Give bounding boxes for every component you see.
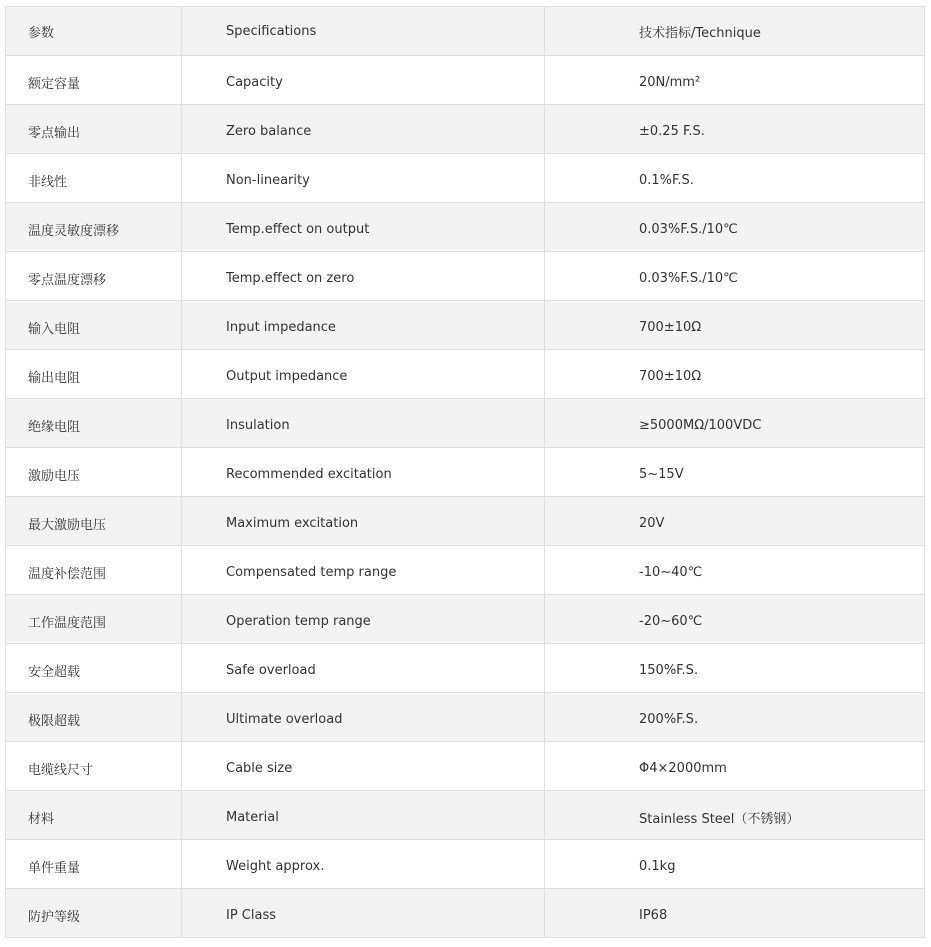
value-cell-text: 0.03%F.S./10℃ [639,270,738,286]
value-cell-text: 700±10Ω [639,319,702,335]
value-cell [545,644,925,693]
table-row [6,56,925,105]
param-cell-text: 最大激励电压 [28,517,107,533]
value-cell [545,889,925,938]
value-cell-text: Stainless Steel（不锈钢） [639,811,800,827]
spec-cell [182,497,545,546]
value-cell [545,154,925,203]
spec-cell [182,350,545,399]
param-cell [6,840,182,889]
value-cell [545,252,925,301]
table-row [6,203,925,252]
table-row [6,644,925,693]
param-cell [6,350,182,399]
param-cell-text: 零点输出 [28,125,81,141]
spec-cell [182,693,545,742]
value-cell [545,595,925,644]
spec-cell-text: IP Class [226,907,277,923]
param-cell-text: 单件重量 [28,860,81,876]
param-cell-text: 安全超载 [28,664,81,680]
value-cell-text: 20V [639,515,665,531]
value-cell-text: 0.1%F.S. [639,172,694,188]
param-cell-text: 电缆线尺寸 [28,762,94,778]
value-cell [545,448,925,497]
spec-cell [182,399,545,448]
value-cell [545,399,925,448]
table-row [6,105,925,154]
spec-cell-text: Ultimate overload [226,711,343,727]
header-param-label: 参数 [28,25,55,41]
header-cell-param [6,7,182,56]
value-cell [545,105,925,154]
value-cell [545,840,925,889]
spec-cell-text: Safe overload [226,662,316,678]
param-cell [6,595,182,644]
spec-cell [182,448,545,497]
value-cell-text: ±0.25 F.S. [639,123,705,139]
spec-cell-text: Maximum excitation [226,515,359,531]
param-cell-text: 零点温度漂移 [28,272,107,288]
param-cell [6,56,182,105]
value-cell [545,546,925,595]
table-row [6,301,925,350]
table-row [6,252,925,301]
value-cell-text: 0.03%F.S./10℃ [639,221,738,237]
header-technique-label: 技术指标/Technique [639,25,761,41]
spec-cell-text: Insulation [226,417,290,433]
table-row [6,693,925,742]
table-row [6,791,925,840]
spec-cell-text: Operation temp range [226,613,371,629]
value-cell [545,497,925,546]
header-cell-spec [182,7,545,56]
param-cell-text: 激励电压 [28,468,81,484]
spec-cell [182,56,545,105]
spec-cell [182,546,545,595]
value-cell-text: 5~15V [639,466,684,482]
spec-cell-text: Temp.effect on output [226,221,370,237]
param-cell-text: 非线性 [28,174,68,190]
param-cell [6,693,182,742]
spec-cell [182,252,545,301]
table-row [6,350,925,399]
header-cell-technique [545,7,925,56]
spec-cell-text: Non-linearity [226,172,310,188]
param-cell [6,252,182,301]
spec-cell-text: Weight approx. [226,858,325,874]
spec-cell [182,154,545,203]
spec-cell [182,644,545,693]
table-row [6,840,925,889]
value-cell [545,693,925,742]
param-cell-text: 材料 [28,811,55,827]
table-row [6,546,925,595]
value-cell-text: -10~40℃ [639,564,703,580]
spec-table-body [6,7,925,938]
param-cell-text: 额定容量 [28,76,81,92]
param-cell-text: 温度补偿范围 [28,566,107,582]
value-cell-text: ≥5000MΩ/100VDC [639,417,762,433]
spec-cell [182,840,545,889]
param-cell-text: 防护等级 [28,909,81,925]
table-row [6,399,925,448]
table-row [6,448,925,497]
param-cell [6,203,182,252]
param-cell [6,644,182,693]
value-cell-text: 700±10Ω [639,368,702,384]
value-cell [545,742,925,791]
spec-cell-text: Input impedance [226,319,336,335]
spec-cell [182,791,545,840]
param-cell-text: 工作温度范围 [28,615,107,631]
param-cell [6,889,182,938]
table-row [6,154,925,203]
spec-cell-text: Compensated temp range [226,564,397,580]
param-cell [6,742,182,791]
param-cell [6,497,182,546]
spec-cell-text: Output impedance [226,368,348,384]
spec-cell-text: Zero balance [226,123,312,139]
value-cell-text: 200%F.S. [639,711,699,727]
value-cell-text: 20N/mm² [639,74,701,90]
spec-cell-text: Material [226,809,279,825]
param-cell [6,448,182,497]
spec-cell-text: Temp.effect on zero [226,270,355,286]
spec-cell [182,742,545,791]
spec-cell [182,595,545,644]
header-spec-label: Specifications [226,23,317,39]
value-cell-text: 150%F.S. [639,662,699,678]
spec-cell [182,105,545,154]
param-cell-text: 温度灵敏度漂移 [28,223,120,239]
value-cell [545,350,925,399]
param-cell [6,301,182,350]
value-cell-text: 0.1kg [639,858,676,874]
param-cell [6,399,182,448]
param-cell-text: 绝缘电阻 [28,419,81,435]
table-header-row [6,7,925,56]
table-row [6,595,925,644]
spec-cell [182,203,545,252]
param-cell-text: 输入电阻 [28,321,81,337]
value-cell-text: IP68 [639,907,668,923]
param-cell-text: 输出电阻 [28,370,81,386]
param-cell [6,546,182,595]
spec-cell [182,301,545,350]
param-cell-text: 极限超载 [28,713,81,729]
value-cell-text: Φ4×2000mm [639,760,727,776]
param-cell [6,791,182,840]
param-cell [6,105,182,154]
value-cell [545,301,925,350]
value-cell [545,203,925,252]
spec-table [5,6,925,938]
value-cell [545,791,925,840]
param-cell [6,154,182,203]
spec-cell-text: Cable size [226,760,293,776]
spec-cell-text: Recommended excitation [226,466,392,482]
table-row [6,889,925,938]
spec-cell [182,889,545,938]
table-row [6,497,925,546]
value-cell [545,56,925,105]
spec-cell-text: Capacity [226,74,283,90]
value-cell-text: -20~60℃ [639,613,703,629]
table-row [6,742,925,791]
